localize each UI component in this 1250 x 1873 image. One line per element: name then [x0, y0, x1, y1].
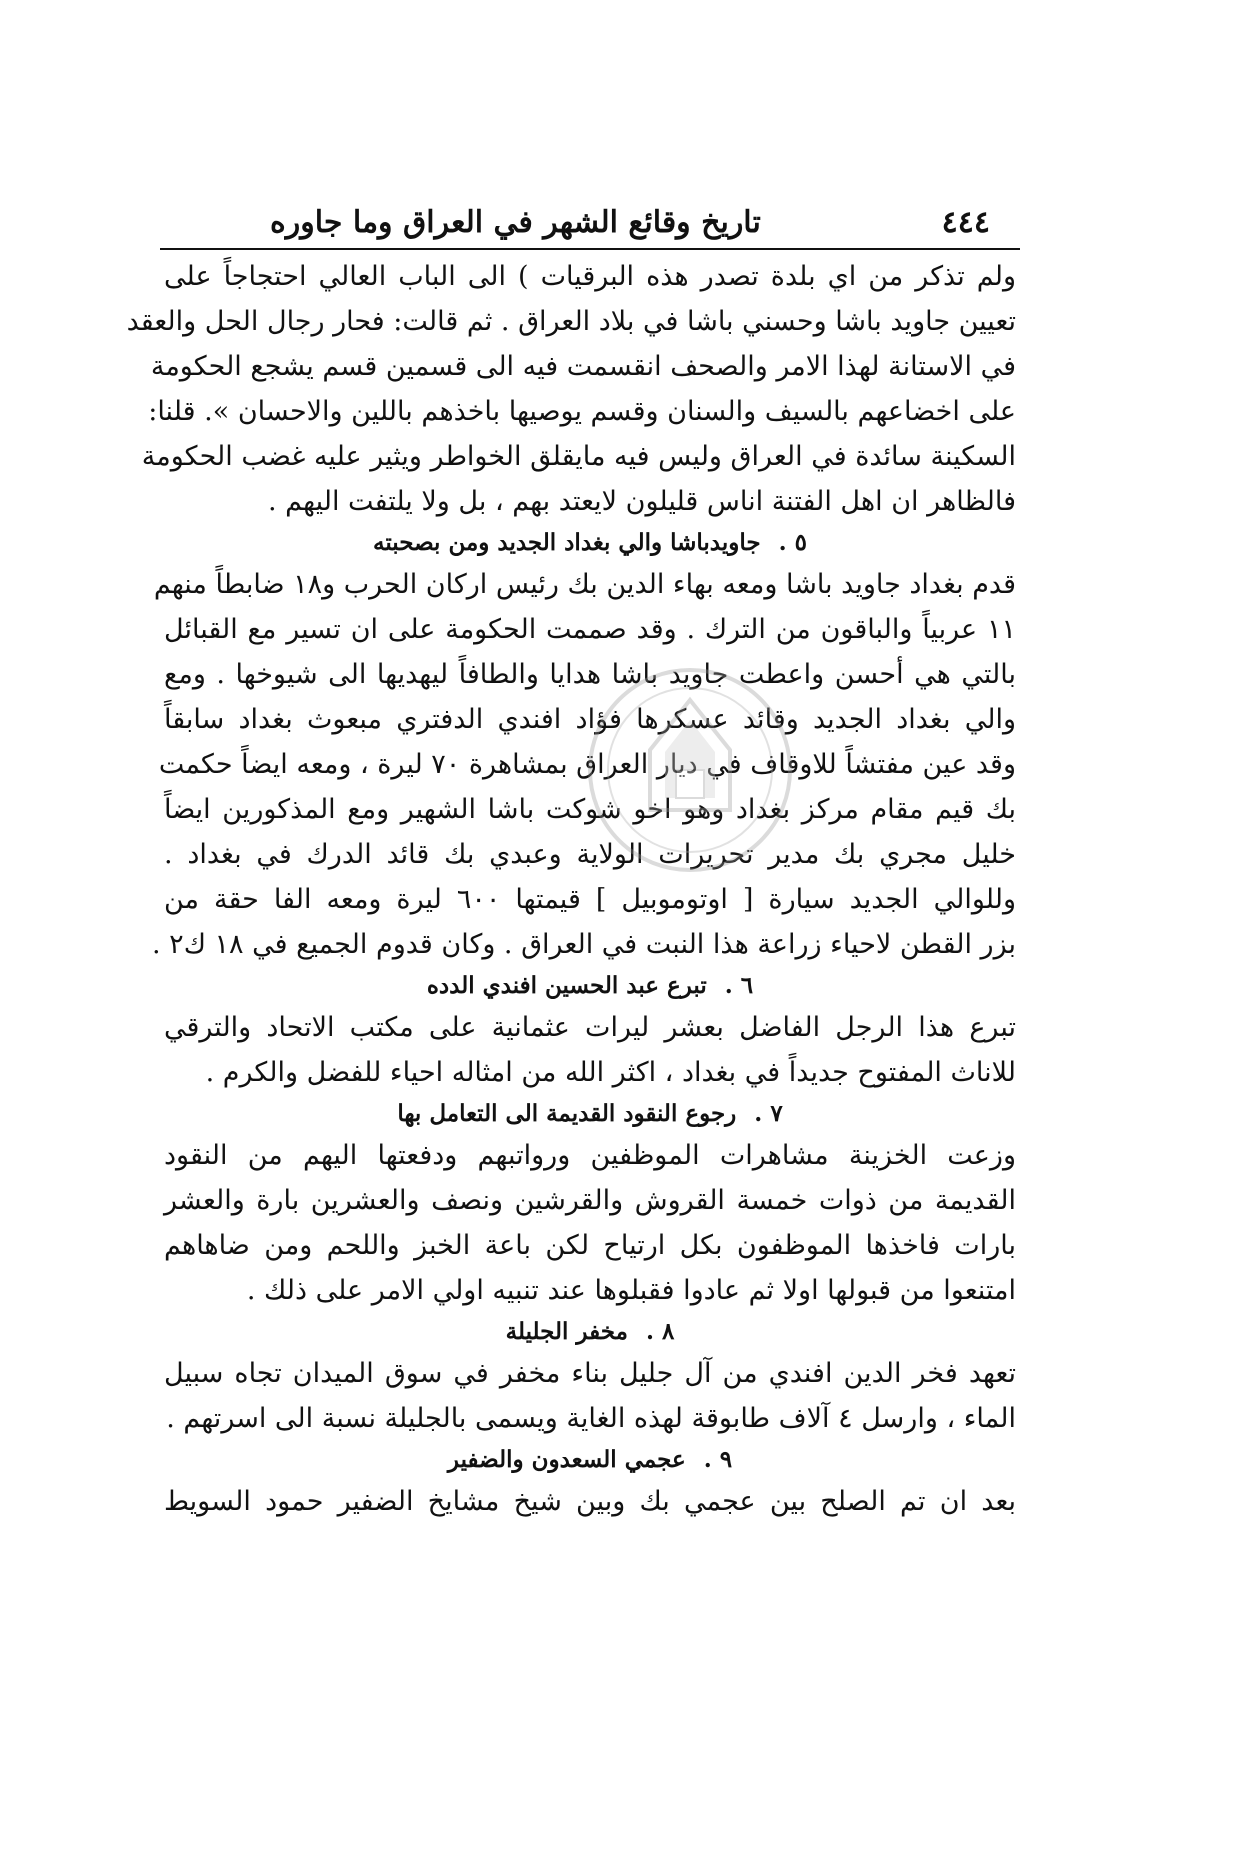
section-title: جاويدباشا والي بغداد الجديد ومن بصحبته	[373, 529, 761, 556]
text-line: وقد عين مفتشاً للاوقاف في ديار العراق بمشاهرة ٧٠ ليرة ، ومعه ايضاً حكمت	[158, 749, 1016, 780]
text-line: السكينة سائدة في العراق وليس فيه مايقلق الخواطر ويثير عليه غضب الحكومة	[141, 441, 1016, 472]
section-title: رجوع النقود القديمة الى التعامل بها	[397, 1100, 737, 1127]
text-line: تعهد فخر الدين افندي من آل جليل بناء مخفر في سوق الميدان تجاه سبيل	[164, 1358, 1016, 1389]
text-line: القديمة من ذوات خمسة القروش والقرشين ونصف والعشرين بارة والعشر	[164, 1185, 1016, 1216]
section-heading-8	[160, 1313, 1020, 1351]
text-line: بارات فاخذها الموظفون بكل ارتياح لكن باعة الخبز واللحم ومن ضاهاهم	[164, 1230, 1016, 1261]
text-line: بالتي هي أحسن واعطت جاويد باشا هدايا والطافاً ليهديها الى شيوخها . ومع	[164, 659, 1016, 690]
text-line: تبرع هذا الرجل الفاضل بعشر ليرات عثمانية على مكتب الاتحاد والترقي	[164, 1012, 1016, 1043]
text-line: بعد ان تم الصلح بين عجمي بك وبين شيخ مشايخ الضفير حمود السويط	[164, 1486, 1016, 1517]
section-number: ٧ .	[754, 1100, 783, 1127]
header-rule	[160, 248, 1020, 250]
section-number: ٦ .	[724, 972, 754, 999]
text-line: الماء ، وارسل ٤ آلاف طابوقة لهذه الغاية ويسمى بالجليلة نسبة الى اسرتهم .	[166, 1403, 1016, 1434]
text-line: بزر القطن لاحياء زراعة هذا النبت في العراق . وكان قدوم الجميع في ١٨ ك٢ .	[152, 929, 1016, 960]
page-number: ٤٤٤	[941, 205, 990, 240]
running-header	[160, 200, 1020, 244]
paragraph-intro	[126, 254, 1020, 524]
text-line: للاناث المفتوح جديداً في بغداد ، اكثر الله من امثاله احياء للفضل والكرم .	[205, 1057, 1016, 1088]
section-heading-7	[160, 1095, 1020, 1133]
text-line: فالظاهر ان اهل الفتنة اناس قليلون لايعتد بهم ، بل ولا يلتفت اليهم .	[268, 486, 1016, 517]
text-line: قدم بغداد جاويد باشا ومعه بهاء الدين بك رئيس اركان الحرب و١٨ ضابطاً منهم	[153, 569, 1016, 600]
section-title: مخفر الجليلة	[505, 1318, 628, 1345]
section-number: ٩ .	[703, 1446, 733, 1473]
section-heading-6	[160, 967, 1020, 1005]
text-line: امتنعوا من قبولها اولا ثم عادوا فقبلوها عند تنبيه اولي الامر على ذلك .	[246, 1275, 1016, 1306]
text-line: خليل مجري بك مدير تحريرات الولاية وعبدي بك قائد الدرك في بغداد .	[164, 839, 1016, 870]
text-line: على اخضاعهم بالسيف والسنان وقسم يوصيها باخذهم باللين والاحسان ». قلنا:	[148, 396, 1016, 427]
section-body-5	[152, 562, 1020, 967]
section-number: ٨ .	[645, 1318, 675, 1345]
section-body-9	[160, 1479, 1020, 1524]
section-body-7	[160, 1133, 1020, 1313]
section-title: تبرع عبد الحسين افندي الدده	[426, 972, 707, 999]
section-number: ٥ .	[778, 529, 807, 556]
section-body-8	[160, 1351, 1020, 1441]
text-line: وللوالي الجديد سيارة [ اوتوموبيل ] قيمتها ٦٠٠ ليرة ومعه الفا حقة من	[164, 884, 1016, 915]
text-line: في الاستانة لهذا الامر والصحف انقسمت فيه الى قسمين قسم يشجع الحكومة	[150, 351, 1016, 382]
section-title: عجمي السعدون والضفير	[447, 1446, 686, 1473]
text-line: والي بغداد الجديد وقائد عسكرها فؤاد افندي الدفتري مبعوث بغداد سابقاً	[164, 704, 1016, 735]
text-line: ١١ عربياً والباقون من الترك . وقد صممت الحكومة على ان تسير مع القبائل	[164, 614, 1016, 645]
text-line: ولم تذكر من اي بلدة تصدر هذه البرقيات ) الى الباب العالي احتجاجاً على	[164, 261, 1016, 292]
text-line: بك قيم مقام مركز بغداد وهو اخو شوكت باشا الشهير ومع المذكورين ايضاً	[164, 794, 1016, 825]
document-page	[126, 200, 1020, 1840]
section-body-6	[160, 1005, 1020, 1095]
text-line: تعيين جاويد باشا وحسني باشا في بلاد العراق . ثم قالت: فحار رجال الحل والعقد	[126, 306, 1016, 337]
text-line: وزعت الخزينة مشاهرات الموظفين ورواتبهم ودفعتها اليهم من النقود	[164, 1140, 1016, 1171]
running-title: تاريخ وقائع الشهر في العراق وما جاوره	[270, 205, 761, 240]
section-heading-9	[160, 1441, 1020, 1479]
section-heading-5	[160, 524, 1020, 562]
